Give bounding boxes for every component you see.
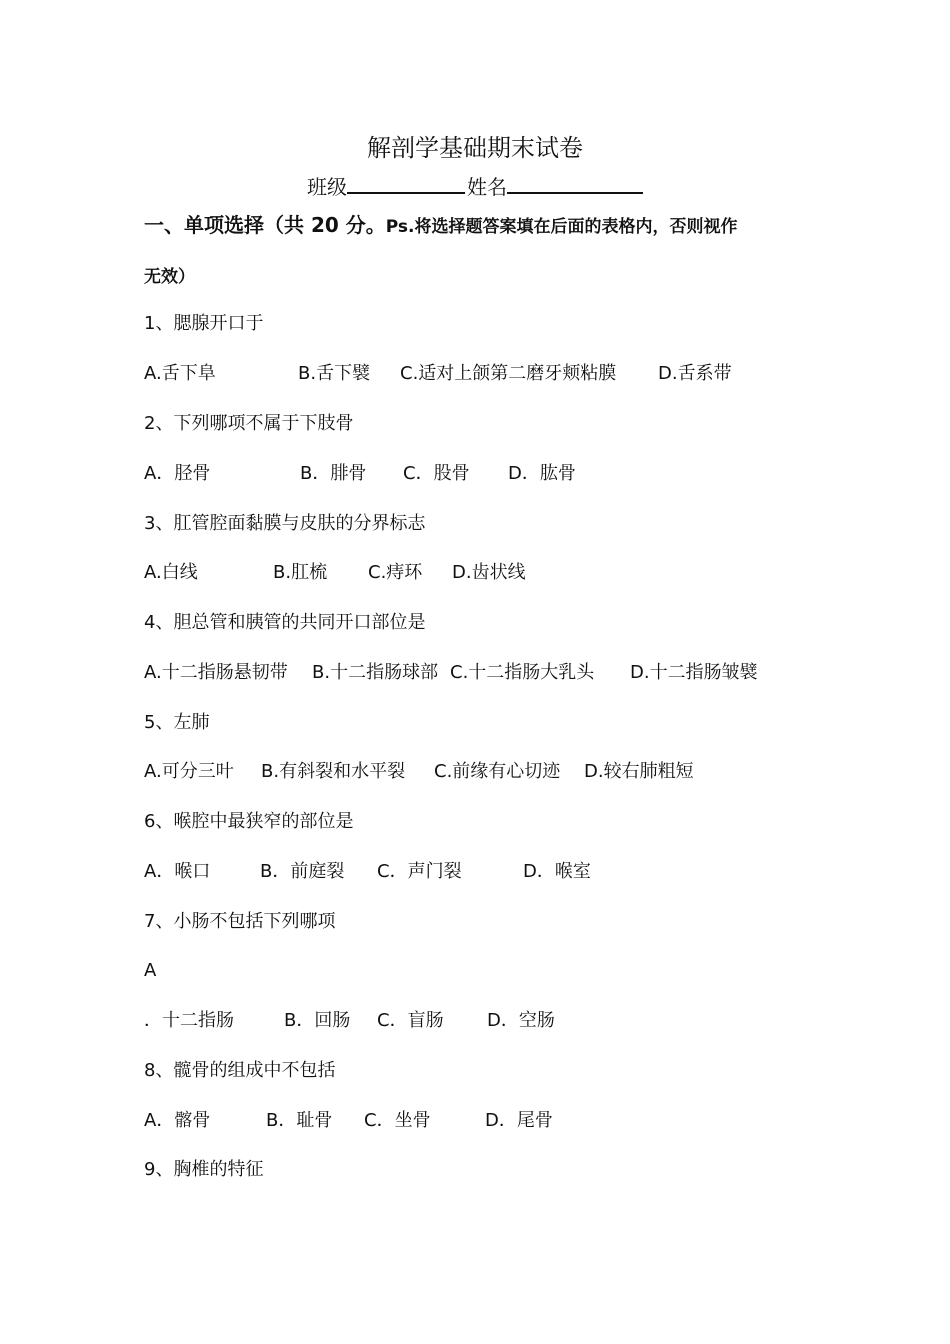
q1-option-a: A.舌下阜 [144, 363, 216, 384]
q4-option-a: A.十二指肠悬韧带 [144, 662, 288, 683]
q8-option-b: B．耻骨 [266, 1110, 333, 1131]
question-8-stem: 8、髋骨的组成中不包括 [144, 1060, 336, 1081]
name-label: 姓名 [467, 175, 507, 199]
question-6-stem: 6、喉腔中最狭窄的部位是 [144, 811, 354, 832]
q1-option-c: C.适对上颌第二磨牙颊粘膜 [400, 363, 617, 384]
class-label: 班级 [307, 175, 347, 199]
student-info-line [0, 170, 950, 203]
question-7-stem: 7、小肠不包括下列哪项 [144, 911, 336, 932]
q6-option-c: C．声门裂 [377, 861, 462, 882]
q5-option-a: A.可分三叶 [144, 761, 234, 782]
q7-option-a: ．十二指肠 [144, 1010, 234, 1031]
q5-option-c: C.前缘有心切迹 [434, 761, 561, 782]
q8-option-d: D．尾骨 [485, 1110, 553, 1131]
class-blank [347, 170, 465, 194]
question-2-stem: 2、下列哪项不属于下肢骨 [144, 413, 354, 434]
q3-option-d: D.齿状线 [452, 562, 526, 583]
q3-option-a: A.白线 [144, 562, 198, 583]
q7-option-b: B．回肠 [284, 1010, 351, 1031]
q1-option-b: B.舌下襞 [298, 363, 371, 384]
q3-option-b: B.肛梳 [273, 562, 328, 583]
q2-option-b: B．腓骨 [300, 463, 367, 484]
section-note-cont: 无效） [144, 267, 195, 287]
q8-option-c: C．坐骨 [364, 1110, 431, 1131]
q7-option-d: D．空肠 [487, 1010, 555, 1031]
q6-option-d: D．喉室 [523, 861, 591, 882]
q5-option-b: B.有斜裂和水平裂 [261, 761, 406, 782]
section-note: Ps.将选择题答案填在后面的表格内，否则视作 [385, 217, 738, 237]
q5-option-d: D.较右肺粗短 [584, 761, 694, 782]
question-5-stem: 5、左肺 [144, 712, 210, 733]
q6-option-b: B．前庭裂 [260, 861, 345, 882]
section-heading [144, 210, 814, 242]
question-3-stem: 3、肛管腔面黏膜与皮肤的分界标志 [144, 513, 426, 534]
question-4-stem: 4、胆总管和胰管的共同开口部位是 [144, 612, 426, 633]
exam-title: 解剖学基础期末试卷 [367, 134, 583, 162]
q3-option-c: C.痔环 [368, 562, 423, 583]
q1-option-d: D.舌系带 [658, 363, 732, 384]
q2-option-a: A．胫骨 [144, 463, 211, 484]
q2-option-d: D．肱骨 [508, 463, 576, 484]
q7-option-a-prefix: A [144, 960, 157, 981]
q7-option-c: C．盲肠 [377, 1010, 444, 1031]
q8-option-a: A．髂骨 [144, 1110, 211, 1131]
q2-option-c: C．股骨 [403, 463, 470, 484]
section-title: 一、单项选择（共 20 分。 [144, 213, 386, 237]
section-heading-cont [144, 260, 814, 292]
name-blank [507, 170, 643, 194]
q4-option-d: D.十二指肠皱襞 [630, 662, 758, 683]
question-9-stem: 9、胸椎的特征 [144, 1159, 264, 1180]
q6-option-a: A．喉口 [144, 861, 211, 882]
q4-option-b: B.十二指肠球部 [312, 662, 439, 683]
question-1-stem: 1、腮腺开口于 [144, 313, 264, 334]
q4-option-c: C.十二指肠大乳头 [450, 662, 595, 683]
